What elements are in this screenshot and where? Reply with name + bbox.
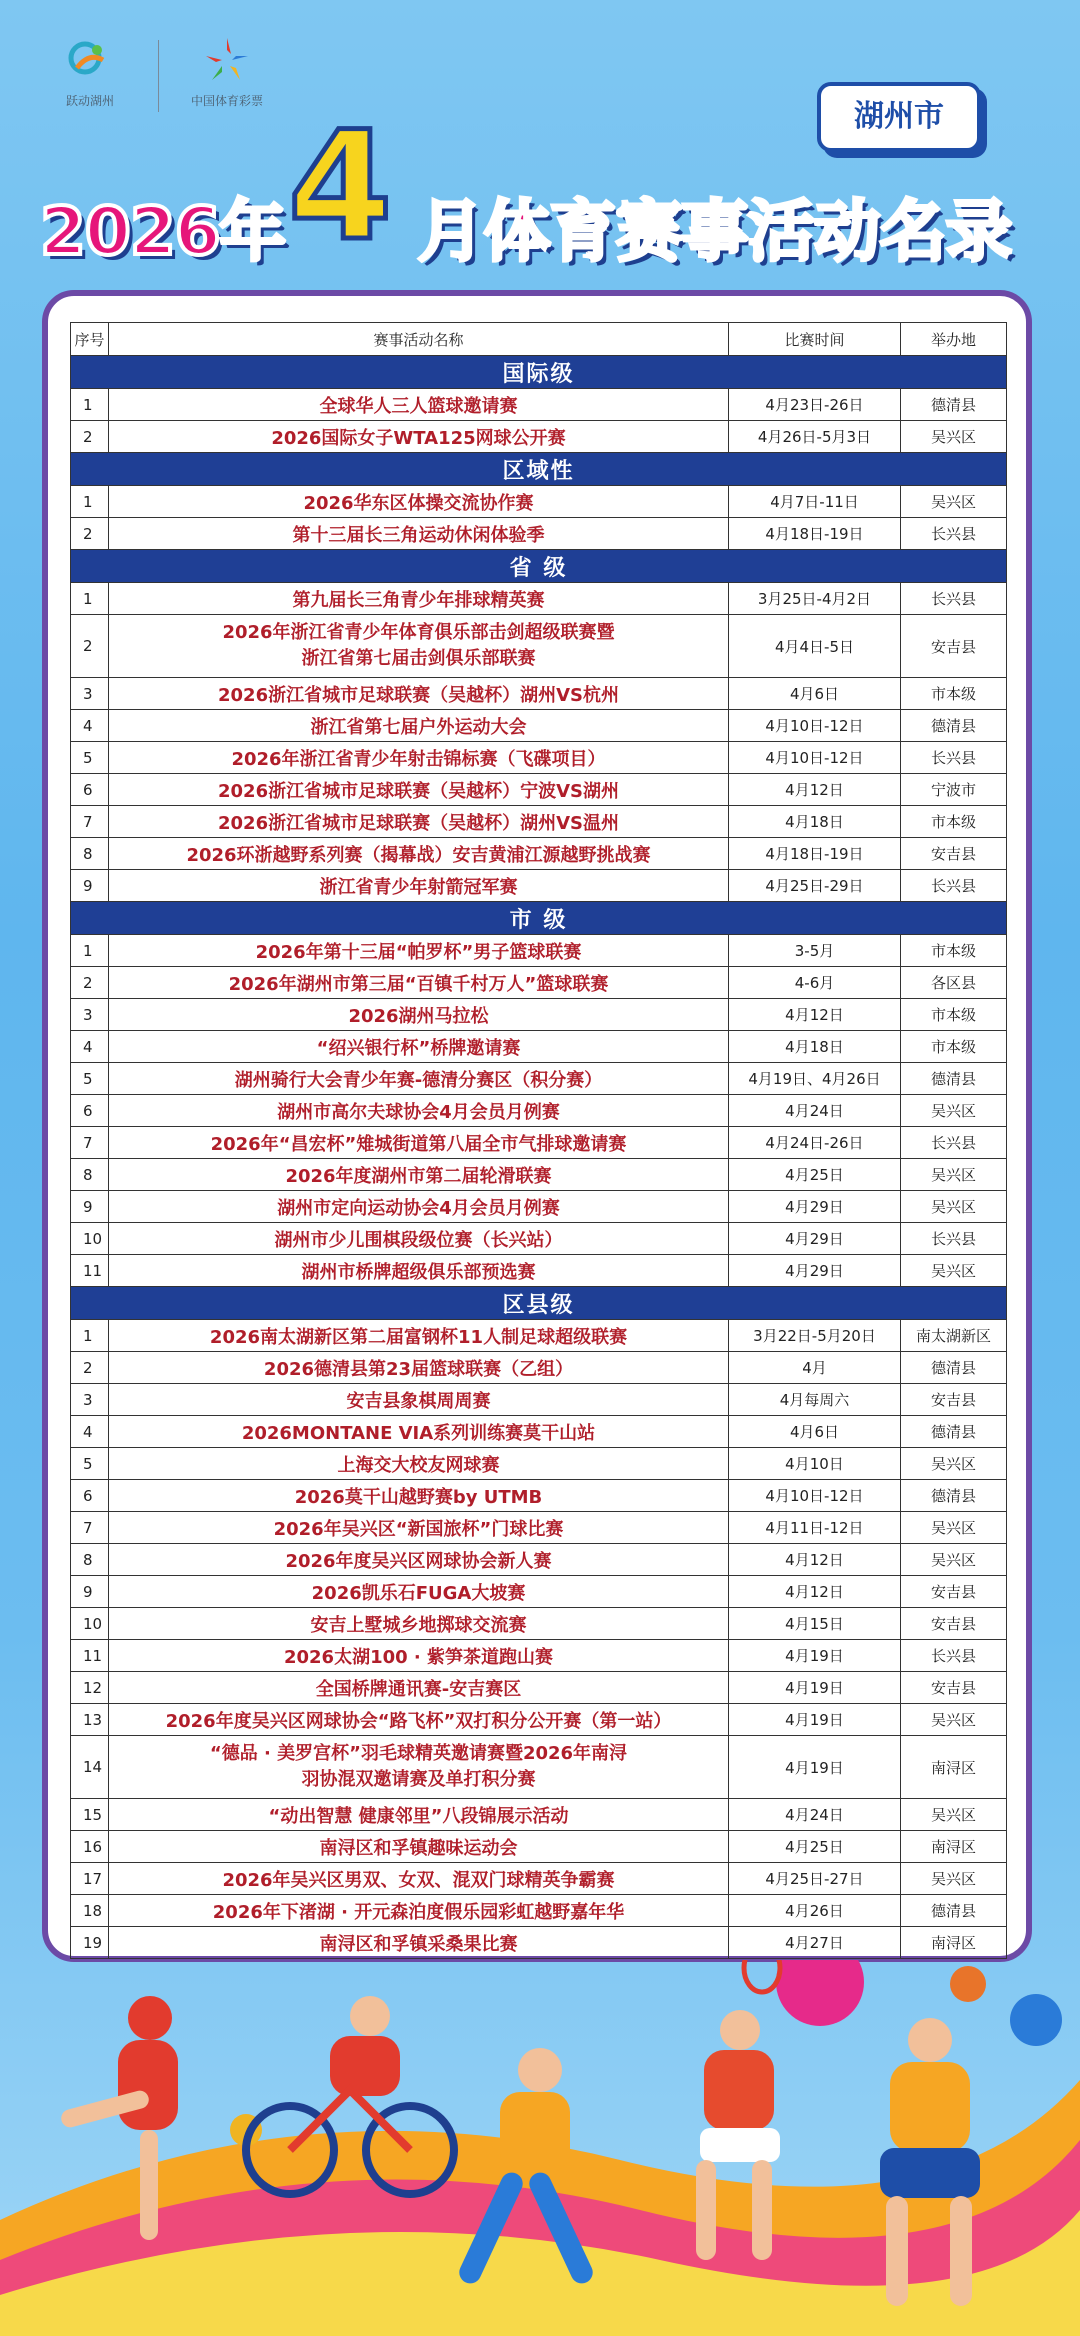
row-number: 14 [71,1736,109,1799]
row-number: 4 [71,1416,109,1448]
row-number: 6 [71,1095,109,1127]
event-date: 4月7日-11日 [729,486,901,518]
logo-text: 中国体育彩票 [190,94,263,108]
table-row [71,1576,1007,1608]
event-place: 吴兴区 [901,1512,1007,1544]
table-row [71,1223,1007,1255]
event-place: 吴兴区 [901,1544,1007,1576]
section-row [71,356,1007,389]
event-date: 4月25日 [729,1159,901,1191]
event-name: 2026太湖100 · 紫笋茶道跑山赛 [109,1640,729,1672]
event-date: 4月24日 [729,1095,901,1127]
row-number: 2 [71,518,109,550]
row-number: 9 [71,1191,109,1223]
row-number: 19 [71,1927,109,1959]
title-year: 2026年 [40,193,285,270]
event-date: 4月12日 [729,999,901,1031]
section-row [71,453,1007,486]
table-row [71,1736,1007,1799]
row-number: 8 [71,838,109,870]
event-place: 长兴县 [901,1223,1007,1255]
event-place: 德清县 [901,1352,1007,1384]
event-date: 4月19日 [729,1704,901,1736]
event-name: 第九届长三角青少年排球精英赛 [109,583,729,615]
event-place: 吴兴区 [901,1704,1007,1736]
section-title: 省 级 [71,550,1007,583]
table-row [71,1799,1007,1831]
row-number: 2 [71,967,109,999]
event-place: 德清县 [901,1480,1007,1512]
table-row [71,838,1007,870]
event-date: 4月26日-5月3日 [729,421,901,453]
row-number: 5 [71,1448,109,1480]
event-date: 4月19日 [729,1640,901,1672]
row-number: 7 [71,806,109,838]
event-place: 安吉县 [901,1672,1007,1704]
event-date: 4月29日 [729,1255,901,1287]
event-name-line: “德品 · 美罗宫杯”羽毛球精英邀请赛暨2026年南浔 [209,1743,628,1764]
row-number: 3 [71,678,109,710]
event-name: 2026年湖州市第三届“百镇千村万人”篮球联赛 [109,967,729,999]
event-place: 南浔区 [901,1831,1007,1863]
row-number: 9 [71,870,109,902]
event-name: 2026年度吴兴区网球协会新人赛 [109,1544,729,1576]
event-name: 2026年下渚湖 · 开元森泊度假乐园彩虹越野嘉年华 [109,1895,729,1927]
event-date: 4月11日-12日 [729,1512,901,1544]
section-row [71,1287,1007,1320]
table-row [71,1191,1007,1223]
event-place: 吴兴区 [901,1448,1007,1480]
table-row [71,870,1007,902]
logo-bar [40,34,277,112]
logo-text: 跃动湖州 [65,94,114,108]
row-number: 10 [71,1223,109,1255]
event-name: 2026南太湖新区第二届富钢杯11人制足球超级联赛 [109,1320,729,1352]
event-name [109,615,729,678]
event-date: 4月6日 [729,1416,901,1448]
event-date: 4月29日 [729,1191,901,1223]
event-name: 湖州市桥牌超级俱乐部预选赛 [109,1255,729,1287]
event-name: 2026年第十三届“帕罗杯”男子篮球联赛 [109,935,729,967]
row-number: 7 [71,1127,109,1159]
table-row [71,1416,1007,1448]
event-date: 4月10日-12日 [729,710,901,742]
event-name: 2026浙江省城市足球联赛（吴越杯）宁波VS湖州 [109,774,729,806]
event-date: 4月27日 [729,1927,901,1959]
row-number: 11 [71,1255,109,1287]
event-name: 2026凯乐石FUGA大坡赛 [109,1576,729,1608]
event-name: 安吉上墅城乡地掷球交流赛 [109,1608,729,1640]
event-place: 南太湖新区 [901,1320,1007,1352]
event-place: 市本级 [901,935,1007,967]
row-number: 1 [71,583,109,615]
event-date: 4月4日-5日 [729,615,901,678]
row-number: 4 [71,710,109,742]
event-date: 4月24日 [729,1799,901,1831]
event-place: 宁波市 [901,774,1007,806]
event-name: 2026年度吴兴区网球协会“路飞杯”双打积分公开赛（第一站） [109,1704,729,1736]
event-name: 浙江省青少年射箭冠军赛 [109,870,729,902]
table-row [71,1831,1007,1863]
row-number: 18 [71,1895,109,1927]
table-row [71,1095,1007,1127]
event-name: 上海交大校友网球赛 [109,1448,729,1480]
event-date: 4月 [729,1352,901,1384]
event-name: 2026年度湖州市第二届轮滑联赛 [109,1159,729,1191]
event-place: 吴兴区 [901,1095,1007,1127]
event-place: 长兴县 [901,1640,1007,1672]
event-name: 湖州市高尔夫球协会4月会员月例赛 [109,1095,729,1127]
table-row [71,486,1007,518]
event-name: “动出智慧 健康邻里”八段锦展示活动 [109,1799,729,1831]
event-place: 市本级 [901,806,1007,838]
event-date: 4月18日 [729,806,901,838]
table-row [71,1127,1007,1159]
row-number: 16 [71,1831,109,1863]
event-name: 全球华人三人篮球邀请赛 [109,389,729,421]
row-number: 8 [71,1544,109,1576]
event-name: 2026浙江省城市足球联赛（吴越杯）湖州VS温州 [109,806,729,838]
event-name: 2026年吴兴区男双、女双、混双门球精英争霸赛 [109,1863,729,1895]
table-row [71,1159,1007,1191]
event-name: 2026年浙江省青少年射击锦标赛（飞碟项目） [109,742,729,774]
event-date: 4月18日 [729,1031,901,1063]
event-date: 4月19日 [729,1672,901,1704]
table-row [71,1320,1007,1352]
table-row [71,1063,1007,1095]
event-place: 安吉县 [901,1384,1007,1416]
section-title: 国际级 [71,356,1007,389]
event-date: 4月12日 [729,1544,901,1576]
event-date: 4月18日-19日 [729,838,901,870]
event-name: 湖州骑行大会青少年赛-德清分赛区（积分赛） [109,1063,729,1095]
blue-circle-icon [1010,1994,1062,2046]
event-place: 安吉县 [901,1608,1007,1640]
event-name-line: 浙江省第七届击剑俱乐部联赛 [301,648,536,669]
row-number: 8 [71,1159,109,1191]
event-name [109,1736,729,1799]
row-number: 1 [71,486,109,518]
table-header-row [71,323,1007,356]
table-row [71,615,1007,678]
event-name: 湖州市定向运动协会4月会员月例赛 [109,1191,729,1223]
table-row [71,1384,1007,1416]
event-date: 4月10日 [729,1448,901,1480]
event-name-line: 2026年浙江省青少年体育俱乐部击剑超级联赛暨 [222,622,615,643]
event-name-line: 羽协混双邀请赛及单打积分赛 [301,1769,536,1790]
row-number: 2 [71,1352,109,1384]
table-row [71,967,1007,999]
row-number: 6 [71,774,109,806]
row-number: 17 [71,1863,109,1895]
row-number: 2 [71,615,109,678]
yuedong-logo-icon [63,34,117,88]
row-number: 1 [71,935,109,967]
event-date: 4月10日-12日 [729,742,901,774]
event-name: 2026MONTANE VIA系列训练赛莫干山站 [109,1416,729,1448]
pink-circle-icon [776,1960,864,2026]
event-place: 长兴县 [901,742,1007,774]
event-date: 4月18日-19日 [729,518,901,550]
event-name: 南浔区和孚镇采桑果比赛 [109,1927,729,1959]
row-number: 6 [71,1480,109,1512]
sports-lottery-logo-icon [200,34,254,88]
event-place: 德清县 [901,389,1007,421]
event-date: 4月29日 [729,1223,901,1255]
event-place: 吴兴区 [901,1255,1007,1287]
section-title: 市 级 [71,902,1007,935]
event-place: 德清县 [901,1063,1007,1095]
table-row [71,583,1007,615]
event-name: “绍兴银行杯”桥牌邀请赛 [109,1031,729,1063]
row-number: 9 [71,1576,109,1608]
event-name: 湖州市少儿围棋段级位赛（长兴站） [109,1223,729,1255]
event-date: 4月12日 [729,774,901,806]
title-rest: 月体育赛事活动名录 [418,193,1012,270]
event-place: 长兴县 [901,1127,1007,1159]
event-name: 2026年“昌宏杯”雉城街道第八届全市气排球邀请赛 [109,1127,729,1159]
table-row [71,678,1007,710]
table-row [71,742,1007,774]
event-place: 德清县 [901,1416,1007,1448]
row-number: 15 [71,1799,109,1831]
event-place: 吴兴区 [901,1799,1007,1831]
event-date: 4月23日-26日 [729,389,901,421]
event-date: 4月26日 [729,1895,901,1927]
event-date: 4-6月 [729,967,901,999]
event-name: 2026莫干山越野赛by UTMB [109,1480,729,1512]
table-row [71,1672,1007,1704]
section-title: 区域性 [71,453,1007,486]
row-number: 4 [71,1031,109,1063]
event-place: 安吉县 [901,615,1007,678]
table-row [71,999,1007,1031]
row-number: 1 [71,1320,109,1352]
table-row [71,1480,1007,1512]
event-name: 2026湖州马拉松 [109,999,729,1031]
event-place: 长兴县 [901,870,1007,902]
table-row [71,1544,1007,1576]
event-name: 南浔区和孚镇趣味运动会 [109,1831,729,1863]
event-place: 长兴县 [901,583,1007,615]
event-place: 吴兴区 [901,1863,1007,1895]
header-place: 举办地 [901,323,1007,356]
event-name: 2026国际女子WTA125网球公开赛 [109,421,729,453]
event-date: 3月25日-4月2日 [729,583,901,615]
table-row [71,806,1007,838]
table-row [71,1704,1007,1736]
row-number: 7 [71,1512,109,1544]
event-place: 吴兴区 [901,1191,1007,1223]
row-number: 3 [71,999,109,1031]
row-number: 2 [71,421,109,453]
event-table [70,322,1007,1959]
event-place: 南浔区 [901,1927,1007,1959]
event-date: 4月25日 [729,1831,901,1863]
row-number: 10 [71,1608,109,1640]
logo-divider [158,40,159,112]
event-place: 安吉县 [901,838,1007,870]
table-row [71,710,1007,742]
event-place: 长兴县 [901,518,1007,550]
table-row [71,1031,1007,1063]
event-name: 2026浙江省城市足球联赛（吴越杯）湖州VS杭州 [109,678,729,710]
header-no: 序号 [71,323,109,356]
section-row [71,902,1007,935]
event-name: 安吉县象棋周周赛 [109,1384,729,1416]
event-name: 2026环浙越野系列赛（揭幕战）安吉黄浦江源越野挑战赛 [109,838,729,870]
event-place: 德清县 [901,1895,1007,1927]
event-name: 第十三届长三角运动休闲体验季 [109,518,729,550]
event-date: 4月25日-29日 [729,870,901,902]
table-row [71,1448,1007,1480]
city-badge: 湖州市 [817,82,981,152]
table-row [71,421,1007,453]
row-number: 13 [71,1704,109,1736]
event-place: 市本级 [901,1031,1007,1063]
table-row [71,389,1007,421]
section-title: 区县级 [71,1287,1007,1320]
event-date: 4月25日-27日 [729,1863,901,1895]
logo-china-sports-lottery [177,34,277,109]
event-place: 市本级 [901,678,1007,710]
event-date: 4月19日、4月26日 [729,1063,901,1095]
table-row [71,1927,1007,1959]
table-row [71,518,1007,550]
event-name: 全国桥牌通讯赛-安吉赛区 [109,1672,729,1704]
event-date: 4月6日 [729,678,901,710]
table-row [71,1512,1007,1544]
sports-illustration [0,1960,1080,2336]
table-body [71,356,1007,1959]
event-place: 市本级 [901,999,1007,1031]
row-number: 1 [71,389,109,421]
header-date: 比赛时间 [729,323,901,356]
event-name: 2026德清县第23届篮球联赛（乙组） [109,1352,729,1384]
event-place: 南浔区 [901,1736,1007,1799]
event-place: 吴兴区 [901,1159,1007,1191]
event-place: 安吉县 [901,1576,1007,1608]
table-row [71,1255,1007,1287]
event-date: 4月19日 [729,1736,901,1799]
event-date: 4月每周六 [729,1384,901,1416]
event-date: 4月24日-26日 [729,1127,901,1159]
event-list-card [42,290,1032,1962]
event-date: 4月12日 [729,1576,901,1608]
table-row [71,1352,1007,1384]
event-place: 吴兴区 [901,421,1007,453]
event-name: 2026华东区体操交流协作赛 [109,486,729,518]
event-date: 3-5月 [729,935,901,967]
table-row [71,1640,1007,1672]
row-number: 12 [71,1672,109,1704]
table-row [71,1895,1007,1927]
event-name: 2026年吴兴区“新国旅杯”门球比赛 [109,1512,729,1544]
event-place: 吴兴区 [901,486,1007,518]
header-name: 赛事活动名称 [109,323,729,356]
event-date: 4月10日-12日 [729,1480,901,1512]
table-row [71,935,1007,967]
event-date: 3月22日-5月20日 [729,1320,901,1352]
event-name: 浙江省第七届户外运动大会 [109,710,729,742]
logo-yuedong-huzhou [40,34,140,109]
table-row [71,774,1007,806]
row-number: 11 [71,1640,109,1672]
row-number: 5 [71,1063,109,1095]
event-place: 德清县 [901,710,1007,742]
table-row [71,1608,1007,1640]
row-number: 3 [71,1384,109,1416]
section-row [71,550,1007,583]
event-date: 4月15日 [729,1608,901,1640]
event-place: 各区县 [901,967,1007,999]
title-month: 4 [288,100,393,274]
table-row [71,1863,1007,1895]
row-number: 5 [71,742,109,774]
